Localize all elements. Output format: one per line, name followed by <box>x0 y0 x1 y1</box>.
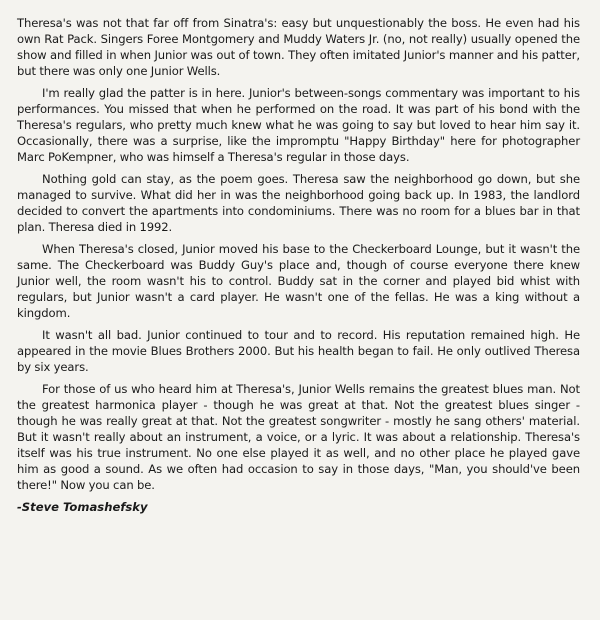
essay-paragraph-4: When Theresa's closed, Junior moved his base to the Checkerboard Lounge, but it wasn't the same. The Checkerboard was Buddy Guy's place and, though of course everyone there knew Junior well, the room wasn't his to control. Buddy sat in the corner and played bid whist with regulars, but Junior wasn't a card player. He wasn't one of the fellas. He was a king without a kingdom. <box>17 242 580 320</box>
essay-paragraph-3: Nothing gold can stay, as the poem goes. Theresa saw the neighborhood go down, but she managed to survive. What did her in was the neighborhood going back up. In 1983, the landlord decided to convert the apartments into condominiums. There was no room for a blues bar in that plan. Theresa died in 1992. <box>17 172 580 234</box>
essay-paragraph-6: For those of us who heard him at Theresa's, Junior Wells remains the greatest blues man. Not the greatest harmonica player - though he was great at that. Not the greatest blues singer - though he was really great at that. Not the greatest songwriter - mostly he sang others' material. But it wasn't really about an instrument, a voice, or a lyric. It was about a relationship. Theresa's itself was his true instrument. No one else played it as well, and no other place he played gave him as good a sound. As we often had occasion to say in those days, "Man, you should've been there!" Now you can be. <box>17 382 580 492</box>
essay-paragraph-1: Theresa's was not that far off from Sinatra's: easy but unquestionably the boss. He even had his own Rat Pack. Singers Foree Montgomery and Muddy Waters Jr. (no, not really) usually opened the show and filled in when Junior was out of town. They often imitated Junior's manner and his patter, but there was only one Junior Wells. <box>17 16 580 78</box>
essay-paragraph-2: I'm really glad the patter is in here. Junior's between-songs commentary was important to his performances. You missed that when he performed on the road. It was part of his bond with the Theresa's regulars, who pretty much knew what he was going to say but loved to hear him say it. Occasionally, there was a surprise, like the impromptu "Happy Birthday" here for photographer Marc PoKempner, who was himself a Theresa's regular in those days. <box>17 86 580 164</box>
author-signature: -Steve Tomashefsky <box>17 500 148 514</box>
essay-paragraph-5: It wasn't all bad. Junior continued to tour and to record. His reputation remained high. He appeared in the movie Blues Brothers 2000. But his health began to fail. He only outlived Theresa by six years. <box>17 328 580 374</box>
